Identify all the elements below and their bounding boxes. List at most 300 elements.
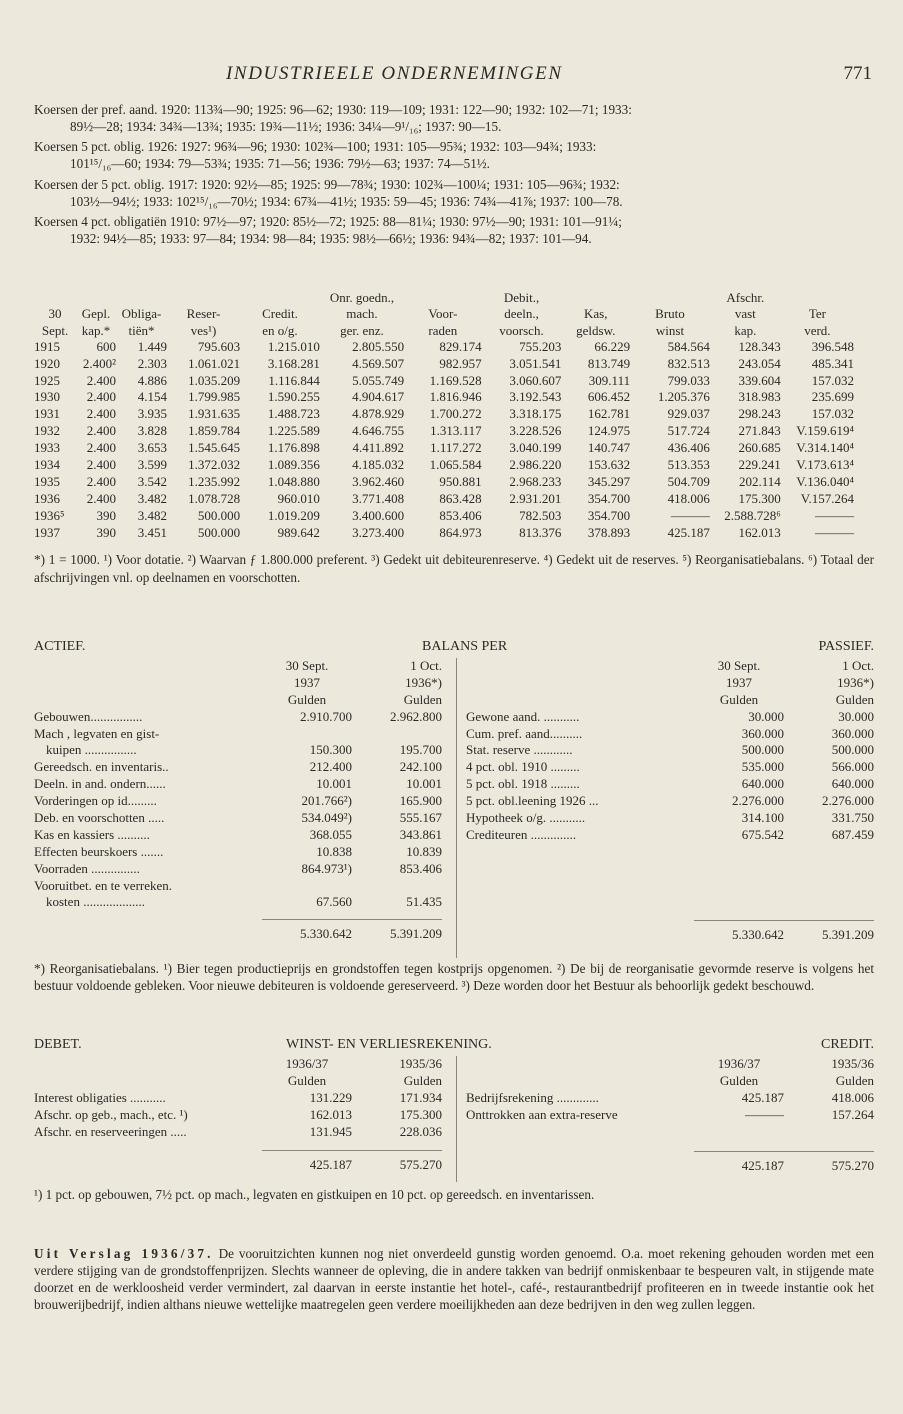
blank-cell xyxy=(466,692,694,709)
item-value: 425.187 xyxy=(741,1089,784,1105)
column-header: 30 xyxy=(48,306,62,322)
footnote-text: *) Reorganisatiebalans. ¹) Bier tegen productieprijs en grondstoffen tegen kostprijs opgenomen. ²) De bij de reorganisatie gevormde reserve is volgens het bestuur voldoende gebleken. Voor nieuwe debiteuren is voldoende gereserveerd. ³) Deze worden door het Bestuur als behoorlijk gedekt beschouwd. xyxy=(34,961,874,994)
table-cell: 1931 xyxy=(34,406,60,422)
table-cell: 1.545.645 xyxy=(188,440,241,456)
list-item xyxy=(34,742,442,759)
table-cell: 1.488.723 xyxy=(267,406,320,422)
item-value: 640.000 xyxy=(741,776,784,792)
list-item xyxy=(466,810,874,827)
table-cell: 4.904.617 xyxy=(352,389,405,405)
column-header: kap. xyxy=(734,322,757,338)
item-value: 30.000 xyxy=(748,708,784,724)
column-header: Gulden xyxy=(719,691,759,707)
table-cell: 1.215.010 xyxy=(267,338,320,354)
item-value: 10.838 xyxy=(316,843,352,859)
table-cell: 3.192.543 xyxy=(509,389,562,405)
table-header-row xyxy=(34,290,854,306)
item-label: Vooruitbet. en te verreken. xyxy=(34,877,173,893)
list-item xyxy=(34,709,442,726)
table-cell: 1.035.209 xyxy=(188,372,241,388)
list-item xyxy=(466,726,874,743)
balans-columns xyxy=(34,658,874,958)
table-cell: 418.006 xyxy=(667,490,710,506)
column-header xyxy=(781,290,854,306)
table-cell: 425.187 xyxy=(667,524,710,540)
table-row xyxy=(34,389,854,406)
column-header: Afschr. xyxy=(726,290,765,305)
list-item xyxy=(34,827,442,844)
table-cell: 309.111 xyxy=(588,372,631,388)
table-cell: 3.060.607 xyxy=(509,372,562,388)
item-label: Gereedsch. en inventaris.. xyxy=(34,759,169,775)
column-header: verd. xyxy=(804,322,831,338)
koersen-line: 101¹⁵/₁₆—60; 1934: 79—53¾; 1935: 71—56; 1936: 79½—63; 1937: 74—51½. xyxy=(70,156,490,172)
column-header: en o/g. xyxy=(262,322,298,338)
blank-cell xyxy=(466,1151,694,1174)
debet-title: DEBET. xyxy=(34,1037,82,1052)
table-cell: 513.353 xyxy=(667,456,710,472)
item-value: 2.910.700 xyxy=(300,708,352,724)
item-value: 157.264 xyxy=(831,1106,874,1122)
item-label: kuipen ................ xyxy=(46,742,137,758)
table-cell: 2.400 xyxy=(86,490,116,506)
table-cell: 2.400 xyxy=(86,440,116,456)
column-header: Kas, xyxy=(584,306,608,322)
column-header: mach. xyxy=(346,306,378,322)
table-cell: 3.168.281 xyxy=(267,355,320,371)
item-value: 343.861 xyxy=(399,826,442,842)
table-cell: 755.203 xyxy=(519,338,562,354)
table-cell: 3.599 xyxy=(137,456,167,472)
table-cell: 799.033 xyxy=(667,372,710,388)
item-label: Vorderingen op id......... xyxy=(34,793,157,809)
table-cell: 1933 xyxy=(34,440,60,456)
item-value: 331.750 xyxy=(831,810,874,826)
total-row xyxy=(466,1151,874,1174)
item-value: 555.167 xyxy=(399,810,442,826)
item-value: 675.542 xyxy=(741,826,784,842)
total-value: 575.270 xyxy=(784,1151,874,1174)
list-item xyxy=(466,759,874,776)
table-cell: 1937 xyxy=(34,524,60,540)
list-item xyxy=(34,810,442,827)
table-cell: 298.243 xyxy=(738,406,781,422)
item-value: 360.000 xyxy=(741,725,784,741)
table-cell: 1925 xyxy=(34,372,60,388)
column-header: 1937 xyxy=(294,674,320,690)
table-cell: 584.564 xyxy=(667,338,710,354)
item-value xyxy=(262,878,352,895)
table-cell: 4.878.929 xyxy=(352,406,405,422)
blank-cell xyxy=(34,1140,442,1151)
table-cell: 345.297 xyxy=(587,473,631,489)
blank-cell xyxy=(466,658,694,675)
blank-cell xyxy=(34,675,262,692)
list-item xyxy=(34,726,442,743)
table-cell: 390 xyxy=(96,507,116,523)
item-value: 500.000 xyxy=(831,742,874,758)
list-item xyxy=(34,1090,442,1107)
table-cell: 3.482 xyxy=(137,490,167,506)
table-cell: 175.300 xyxy=(738,490,781,506)
winst-columns xyxy=(34,1056,874,1182)
table-cell: 1.799.985 xyxy=(188,389,241,405)
table-row xyxy=(34,339,854,356)
column-header-row xyxy=(466,1073,874,1090)
item-label: Deb. en voorschotten ..... xyxy=(34,810,165,826)
table-cell: 3.451 xyxy=(137,524,167,540)
table-row xyxy=(34,406,854,423)
koersen-pref-aand xyxy=(34,101,874,135)
item-label: Interest obligaties ........... xyxy=(34,1089,166,1105)
winst-divider xyxy=(456,1056,457,1182)
column-header: Voor- xyxy=(428,306,458,322)
verslag-paragraph xyxy=(34,1245,874,1314)
item-label: Afschr. op geb., mach., etc. ¹) xyxy=(34,1106,188,1122)
item-label: Gebouwen................ xyxy=(34,708,143,724)
blank-cell xyxy=(34,658,262,675)
item-label: Bedrijfsrekening ............. xyxy=(466,1089,599,1105)
item-label: Onttrokken aan extra-reserve xyxy=(466,1106,618,1122)
item-value: 201.766²) xyxy=(301,793,352,809)
column-header: Debit., xyxy=(503,290,540,305)
table-cell: 3.771.408 xyxy=(352,490,405,506)
column-header: 1936*) xyxy=(837,674,874,690)
table-row xyxy=(34,525,854,542)
total-value: 5.330.642 xyxy=(262,920,352,943)
table-cell: 2.400² xyxy=(82,355,116,371)
table-cell: 4.411.892 xyxy=(352,440,405,456)
table-cell: 1934 xyxy=(34,456,60,472)
koersen-section xyxy=(34,101,874,250)
item-value: ——— xyxy=(745,1106,784,1122)
table-cell: 4.185.032 xyxy=(352,456,405,472)
table-cell: 202.114 xyxy=(739,473,781,489)
financial-table-block xyxy=(34,290,874,586)
list-item xyxy=(34,894,442,911)
item-value: 314.100 xyxy=(741,810,784,826)
blank-cell xyxy=(466,1073,694,1090)
table-cell: 2.400 xyxy=(86,456,116,472)
table-cell: 1.169.528 xyxy=(429,372,482,388)
list-item xyxy=(466,827,874,844)
table-cell: 318.983 xyxy=(738,389,781,405)
item-value: 131.229 xyxy=(309,1089,352,1105)
item-value: 51.435 xyxy=(406,894,442,910)
actief-side xyxy=(34,658,444,943)
item-value: 175.300 xyxy=(399,1106,442,1122)
total-value: 425.187 xyxy=(262,1151,352,1174)
column-header: 30 Sept. xyxy=(285,658,329,673)
list-item xyxy=(466,1090,874,1107)
table-cell: 162.013 xyxy=(738,524,781,540)
list-item xyxy=(34,793,442,810)
item-value: 640.000 xyxy=(831,776,874,792)
table-cell: 1.205.376 xyxy=(657,389,710,405)
table-cell: 4.154 xyxy=(137,389,167,405)
table-cell: 782.503 xyxy=(519,507,562,523)
item-value: 360.000 xyxy=(831,725,874,741)
passief-table xyxy=(466,658,874,944)
credit-side xyxy=(466,1056,874,1174)
item-label: Hypotheek o/g. ........... xyxy=(466,810,586,826)
total-value: 5.391.209 xyxy=(784,920,874,943)
table-cell: 1.117.272 xyxy=(430,440,482,456)
column-header: raden xyxy=(428,322,458,338)
column-header xyxy=(116,290,167,306)
column-header xyxy=(561,290,630,306)
column-header: Gulden xyxy=(287,1072,327,1088)
column-header: Gulden xyxy=(287,691,327,707)
column-header-row xyxy=(34,1056,442,1073)
table-cell: 829.174 xyxy=(439,338,482,354)
koersen-line: Koersen der pref. aand. 1920: 113¾—90; 1925: 96—62; 1930: 119—109; 1931: 122—90; 1932: 102—71; 1933: xyxy=(34,102,632,117)
item-value: 242.100 xyxy=(399,759,442,775)
column-header: Gulden xyxy=(835,1072,874,1088)
column-header: Credit. xyxy=(262,306,298,322)
column-header xyxy=(76,290,116,306)
table-cell: 2.968.233 xyxy=(509,473,562,489)
table-cell: 1.313.117 xyxy=(430,423,482,439)
table-cell: 1.590.255 xyxy=(267,389,320,405)
item-value xyxy=(352,878,442,895)
column-header: Gulden xyxy=(835,691,874,707)
table-cell: 271.843 xyxy=(738,423,781,439)
table-cell: 354.700 xyxy=(587,490,631,506)
list-item xyxy=(34,1107,442,1124)
item-value: 195.700 xyxy=(399,742,442,758)
column-header: 1936/37 xyxy=(285,1056,329,1071)
table-cell: 162.781 xyxy=(587,406,631,422)
table-cell: 1.019.209 xyxy=(267,507,320,523)
koersen-line: Koersen der 5 pct. oblig. 1917: 1920: 92½—85; 1925: 99—78¾; 1930: 102¾—100¼; 1931: 105—96¾; 1932: xyxy=(34,176,620,192)
column-header: ves¹) xyxy=(190,322,217,338)
blank-cell xyxy=(34,1151,262,1174)
koersen-line: 89½—28; 1934: 34¾—13¾; 1935: 19¾—11½; 1936: 34¼—9¹/₁₆; 1937: 90—15. xyxy=(70,119,502,135)
item-value: 228.036 xyxy=(399,1123,442,1139)
spacer-row xyxy=(34,911,442,920)
list-item xyxy=(34,776,442,793)
table-cell: 1.372.032 xyxy=(188,456,241,472)
table-header-row xyxy=(34,306,854,322)
table-cell: 853.406 xyxy=(439,507,482,523)
koersen-5pct-oblig xyxy=(34,138,874,172)
table-cell: 929.037 xyxy=(667,406,710,422)
table-cell: 989.642 xyxy=(277,524,320,540)
blank-cell xyxy=(34,1056,262,1073)
table-row xyxy=(34,373,854,390)
table-row xyxy=(34,508,854,525)
table-cell: 3.051.541 xyxy=(509,355,562,371)
table-cell: 1932 xyxy=(34,423,60,439)
table-cell: 864.973 xyxy=(439,524,482,540)
table-cell: 504.709 xyxy=(667,473,710,489)
column-header-row xyxy=(34,658,442,675)
table-cell: 66.229 xyxy=(594,338,631,354)
table-row xyxy=(34,423,854,440)
list-item xyxy=(34,844,442,861)
page-number: 771 xyxy=(843,63,872,84)
balans-heading xyxy=(34,638,874,658)
table-cell: 4.886 xyxy=(137,372,167,388)
column-header xyxy=(404,290,482,306)
total-value: 425.187 xyxy=(694,1151,784,1174)
item-value: 2.276.000 xyxy=(822,793,874,809)
column-header-row xyxy=(466,692,874,709)
table-cell: 1.048.880 xyxy=(267,473,320,489)
item-label: Cum. pref. aand.......... xyxy=(466,725,583,741)
table-cell: 1.065.584 xyxy=(429,456,482,472)
column-header xyxy=(630,290,710,306)
column-header: winst xyxy=(655,322,685,338)
winst-notes xyxy=(34,1186,874,1203)
table-cell: 606.452 xyxy=(587,389,631,405)
table-cell: 4.646.755 xyxy=(352,423,405,439)
balans-divider xyxy=(456,658,457,958)
list-item xyxy=(34,861,442,878)
table-cell: 1.235.992 xyxy=(188,473,241,489)
table-cell: 3.935 xyxy=(137,406,167,422)
column-header: Sept. xyxy=(41,322,69,338)
column-header: deeln., xyxy=(504,306,539,322)
actief-title: ACTIEF. xyxy=(34,639,86,654)
item-value: 500.000 xyxy=(741,742,784,758)
verslag-section xyxy=(34,1245,874,1317)
table-cell: ——— xyxy=(815,524,854,540)
column-header xyxy=(240,290,320,306)
item-value: 171.934 xyxy=(399,1089,442,1105)
table-cell: 1.449 xyxy=(137,338,167,354)
item-value: 30.000 xyxy=(838,708,874,724)
column-header-row xyxy=(466,658,874,675)
table-cell: 1.859.784 xyxy=(188,423,241,439)
column-header-row xyxy=(34,692,442,709)
list-item xyxy=(34,759,442,776)
list-item xyxy=(34,878,442,895)
item-label: Afschr. en reserveeringen ..... xyxy=(34,1123,187,1139)
table-cell: 2.588.728⁶ xyxy=(724,507,781,523)
table-cell: 124.975 xyxy=(587,423,631,439)
passief-side xyxy=(466,658,874,944)
table-cell: 2.805.550 xyxy=(352,338,405,354)
table-cell: 863.428 xyxy=(439,490,482,506)
table-cell: 140.747 xyxy=(587,440,631,456)
table-cell: 1936⁵ xyxy=(34,507,65,523)
blank-cell xyxy=(466,844,874,921)
passief-title: PASSIEF. xyxy=(818,639,874,654)
table-cell: 3.318.175 xyxy=(509,406,562,422)
footnote-text: *) 1 = 1000. ¹) Voor dotatie. ²) Waarvan ƒ 1.800.000 preferent. ³) Gedekt uit debiteurenreserve. ⁴) Gedekt uit de reserves. ⁵) Reorganisatiebalans. ⁶) Totaal der afschrijvingen vnl. op deelnamen en voorschotten. xyxy=(34,552,874,585)
blank-cell xyxy=(34,692,262,709)
table-cell: 1915 xyxy=(34,338,60,354)
list-item xyxy=(466,742,874,759)
item-value: 864.973¹) xyxy=(301,860,352,876)
table-cell: 813.749 xyxy=(587,355,631,371)
table-cell: 1935 xyxy=(34,473,60,489)
table-cell: 1.176.898 xyxy=(267,440,320,456)
spacer-row xyxy=(34,1140,442,1151)
table-cell: 2.400 xyxy=(86,473,116,489)
column-header: 1935/36 xyxy=(831,1056,874,1071)
table-cell: 157.032 xyxy=(811,406,854,422)
table-cell: 3.228.526 xyxy=(509,423,562,439)
list-item xyxy=(466,793,874,810)
debet-side xyxy=(34,1056,444,1174)
table-cell: 5.055.749 xyxy=(352,372,405,388)
table-cell: V.314.140⁴ xyxy=(796,440,854,456)
table-cell: 378.893 xyxy=(587,524,631,540)
item-value: 150.300 xyxy=(309,742,352,758)
item-value: 368.055 xyxy=(309,826,352,842)
item-label: Mach , legvaten en gist- xyxy=(34,725,160,741)
total-value: 575.270 xyxy=(352,1151,442,1174)
column-header: Gulden xyxy=(403,1072,442,1088)
table-cell: 1.089.356 xyxy=(267,456,320,472)
table-cell: 1930 xyxy=(34,389,60,405)
column-header-row xyxy=(466,675,874,692)
table-cell: 2.400 xyxy=(86,372,116,388)
table-cell: 2.303 xyxy=(137,355,167,371)
column-header: Gulden xyxy=(403,691,442,707)
debet-table xyxy=(34,1056,442,1174)
table-row xyxy=(34,474,854,491)
footnote-text: ¹) 1 pct. op gebouwen, 7½ pct. op mach., legvaten en gistkuipen en 10 pct. op gereedsch. en inventarissen. xyxy=(34,1187,595,1202)
table-cell: ——— xyxy=(670,507,710,523)
table-cell: 1.116.844 xyxy=(268,372,320,388)
list-item xyxy=(34,1124,442,1141)
table-cell: 1920 xyxy=(34,355,60,371)
table-cell: 813.376 xyxy=(519,524,562,540)
column-header: 1 Oct. xyxy=(410,658,442,673)
table-row xyxy=(34,457,854,474)
item-value xyxy=(352,726,442,743)
item-label: 5 pct. obl.leening 1926 ... xyxy=(466,793,599,809)
item-label: Kas en kassiers .......... xyxy=(34,826,150,842)
table-cell: 1.700.272 xyxy=(429,406,482,422)
item-value: 418.006 xyxy=(831,1089,874,1105)
total-value: 5.330.642 xyxy=(694,920,784,943)
table-cell: 3.482 xyxy=(137,507,167,523)
blank-cell xyxy=(34,920,262,943)
column-header: 1936/37 xyxy=(717,1056,761,1071)
verslag-lead: Uit Verslag 1936/37. xyxy=(34,1246,214,1261)
column-header: Gulden xyxy=(719,1072,759,1088)
blank-cell xyxy=(466,675,694,692)
table-cell: V.159.619⁴ xyxy=(796,423,854,439)
table-cell: 600 xyxy=(96,338,116,354)
balans-notes xyxy=(34,960,874,994)
table-cell: 1.225.589 xyxy=(267,423,320,439)
table-row xyxy=(34,356,854,373)
item-value: 2.276.000 xyxy=(732,793,784,809)
item-label: Voorraden ............... xyxy=(34,860,140,876)
table-cell: 982.957 xyxy=(439,355,482,371)
table-cell: 339.604 xyxy=(738,372,781,388)
table-cell: 3.828 xyxy=(137,423,167,439)
item-value: 535.000 xyxy=(741,759,784,775)
table-header-row xyxy=(34,323,854,339)
koersen-der-5pct-oblig xyxy=(34,176,874,210)
koersen-line: 103½—94½; 1933: 102¹⁵/₁₆—70½; 1934: 67¾—41½; 1935: 59—45; 1936: 74¾—41⅞; 1937: 100—78. xyxy=(70,193,623,209)
header-title: INDUSTRIEELE ONDERNEMINGEN xyxy=(226,63,563,84)
table-cell: 3.040.199 xyxy=(509,440,562,456)
table-cell: 229.241 xyxy=(738,456,781,472)
table-cell: 436.406 xyxy=(667,440,710,456)
table-cell: 390 xyxy=(96,524,116,540)
item-value: 10.839 xyxy=(406,843,442,859)
table-cell: 1936 xyxy=(34,490,60,506)
column-header: ger. enz. xyxy=(340,322,384,338)
